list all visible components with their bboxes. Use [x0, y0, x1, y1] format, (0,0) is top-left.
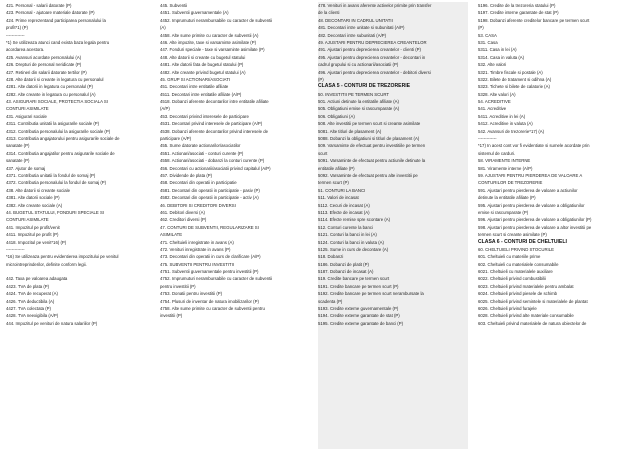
account-line: 428. Alte datorii si creante in legatura cu personalul	[6, 76, 104, 82]
account-line: 598. Ajustari pentru pierderea de valoare a altor investitii pe	[478, 224, 592, 230]
account-line: 6021. Cheltuieli cu materialele auxiliare	[478, 269, 553, 275]
account-line: 5191. Credite bancare pe termen scurt (P)	[318, 283, 399, 289]
account-line: ASIMILATE	[160, 232, 183, 238]
account-line: 49. AJUSTARI PENTRU DEPRECIEREA CREANTELOR	[318, 39, 427, 45]
account-line: CONTURILOR DE TREZORERIE	[478, 180, 543, 186]
account-line: 423. Personal - ajutoare materiale datorate (P)	[6, 10, 95, 16]
account-line: 478. Venituri in avans aferente activelor primite prin transfer	[318, 3, 432, 8]
account-line: 453. Decontari privind interesele de participare	[160, 113, 249, 119]
account-line: 4282. Alte creante in legatura cu personalul (A)	[6, 91, 96, 97]
account-line: 601. Cheltuieli cu materiile prime	[478, 254, 541, 260]
account-line: 5196. Credite de la trezoreria statului (P)	[478, 3, 556, 8]
account-line: participare (A/P)	[160, 136, 192, 142]
account-line: 5198. Dobanzi aferente creditelor bancare pe termen scurt	[478, 17, 590, 23]
account-line: 581. Viramente interne (A/P)	[478, 165, 533, 171]
account-line: (A)	[160, 25, 166, 31]
account-line: profit*1) (P)	[6, 25, 28, 31]
account-line: 4426. TVA deductibila (A)	[6, 298, 55, 304]
account-line: 5194. Credite externe garantate de stat (P)	[318, 313, 400, 319]
account-line: 5091. Varsaminte de efectuat pentru actiunile detinute la	[318, 158, 426, 164]
account-line: 501. Actiuni detinute la entitatile afiliate (A)	[318, 99, 399, 105]
account-line: 5411. Acreditive in lei (A)	[478, 113, 526, 119]
account-line: 473. Decontari din operatii in curs de clarificare (A/P)	[160, 254, 261, 260]
account-line: 43. ASIGURARI SOCIALE, PROTECTIA SOCIALA SI	[6, 99, 108, 105]
account-line: 5112. Cecuri de incasat (A)	[318, 202, 370, 208]
account-line: 603. Cheltuieli privind materialele de natura obiectelor de	[478, 320, 587, 326]
account-line: 519. Credite bancare pe termen scurt	[318, 276, 390, 282]
account-line: 4424. TVA de recuperat (A)	[6, 291, 58, 297]
account-line: 5314. Casa in valuta (A)	[478, 54, 525, 60]
account-line: 4481. Alte datorii fata de bugetul statului (P)	[160, 62, 244, 68]
account-line: 4482. Alte creante privind bugetul statului (A)	[160, 69, 246, 75]
account-line: investitii (P)	[160, 313, 183, 319]
account-line: 4312. Contributia personalului la asigurarile sociale (P)	[6, 128, 111, 134]
account-line: 4551. Actionari/asociati - conturi curente (P)	[160, 150, 244, 156]
account-line: 461. Debitori diversi (A)	[160, 209, 205, 215]
account-line: 4423. TVA de plata (P)	[6, 283, 50, 289]
account-line: sistemul de carduri.	[478, 150, 516, 156]
account-line: *16) Se utilizeaza pentru evidentierea impozitului pe venitul	[6, 254, 119, 260]
account-line: 5311. Casa in lei (A)	[478, 47, 517, 53]
account-line: 4427. TVA colectata (P)	[6, 306, 51, 312]
account-line: 6023. Cheltuieli privind materialele pentru ambalat	[478, 283, 574, 289]
account-line: 5113. Efecte de incasat (A)	[318, 209, 370, 215]
account-line: 60. CHELTUIELI PRIVIND STOCURILE	[478, 246, 555, 252]
account-line: 448. Alte datorii si creante cu bugetul statului	[160, 54, 246, 60]
account-line: 431. Asigurari sociale	[6, 113, 47, 119]
account-line: 4518. Dobanzi aferente decontarilor intre entitatile afiliate	[160, 99, 269, 105]
account-line: 441. Impozitul pe profit/venit	[6, 224, 60, 230]
account-line: 5187. Dobanzi de incasat (A)	[318, 269, 374, 275]
account-line: 44. BUGETUL STATULUI, FONDURI SPECIALE SI	[6, 209, 105, 215]
account-line: (P)	[318, 76, 324, 82]
account-line: 50. INVESTITII PE TERMEN SCURT	[318, 91, 389, 97]
account-line: 4754. Plusuri de inventar de natura imobilizarilor (P)	[160, 298, 259, 304]
account-line: 5412. Acreditive in valuta (A)	[478, 121, 533, 127]
account-line: de la clienti	[318, 10, 340, 16]
account-line: 4411. Impozitul pe profit (P)	[6, 232, 59, 238]
account-line: 495. Ajustari pentru deprecierea creantelor - decontari in	[318, 54, 426, 60]
account-line: 5125. Sume in curs de decontare (A)	[318, 246, 389, 252]
account-line: 506. Obligatiuni (A)	[318, 113, 355, 119]
account-line: detinute la entitatile afiliate (P)	[478, 195, 536, 201]
account-line: 5323. Tichete si bilete de calatorie (A)	[478, 84, 550, 90]
account-line: 595. Ajustari pentru pierderea de valoare a obligatiunilor	[478, 202, 585, 208]
account-line: 5092. Varsaminte de efectuat pentru alte investitii pe	[318, 172, 418, 178]
account-line: 58. VIRAMENTE INTERNE	[478, 158, 531, 164]
account-line: 53. CASA	[478, 32, 497, 38]
account-line: 4511. Decontari intre entitatile afiliate (A/P)	[160, 91, 242, 97]
account-line: (A/P)	[160, 106, 170, 112]
account-line: 472. Venituri inregistrate in avans (P)	[160, 246, 231, 252]
column-2	[160, 2, 304, 449]
account-line	[6, 268, 148, 275]
account-line: 531. Casa	[478, 39, 498, 45]
account-line: 5322. Bilete de tratament si odihna (A)	[478, 76, 552, 82]
account-line: 4538. Dobanzi aferente decontarilor privind interesele de	[160, 128, 268, 134]
account-line: termen scurt (P)	[318, 180, 349, 186]
account-line: -------------	[6, 32, 25, 38]
account-line: 447. Fonduri speciale - taxe si varsaminte asimilate (P)	[160, 47, 265, 53]
account-line: 4372. Contributia personalului la fondul de somaj (P)	[6, 180, 107, 186]
account-line: 4311. Contributia unitatii la asigurarile sociale (P)	[6, 121, 100, 127]
account-line: 511. Valori de incasat	[318, 195, 359, 201]
account-line: 4382. Alte creante sociale (A)	[6, 202, 63, 208]
account-line: 5081. Alte titluri de plasament (A)	[318, 128, 382, 134]
account-line: 542. Avansuri de trezorerie*17) (A)	[478, 128, 545, 134]
account-line: 48. DECONTARI IN CADRUL UNITATII	[318, 17, 393, 23]
account-line: 4752. Imprumuturi nerambursabile cu caracter de subventii	[160, 276, 273, 282]
account-line: 47. CONTURI DE SUBVENTII, REGULARIZARE SI	[160, 224, 259, 230]
account-line: sanatate (P)	[6, 143, 30, 149]
account-line: 4381. Alte datorii sociale (P)	[6, 195, 60, 201]
account-line: 457. Dividende de plata (P)	[160, 172, 213, 178]
column-4	[478, 2, 634, 449]
account-line: 6026. Cheltuieli privind furajele	[478, 306, 537, 312]
account-line: 5114. Efecte remise spre scontare (A)	[318, 217, 391, 223]
account-line: sanatate (P)	[6, 158, 30, 164]
account-line: 5193. Credite externe guvernamentale (P)	[318, 306, 399, 312]
account-line: 455. Sume datorate actionarilor/asociatilor	[160, 143, 241, 149]
account-line: 596. Ajustari pentru pierderea de valoare a obligatiunilor (P)	[478, 217, 592, 223]
account-line: 509. Varsaminte de efectuat pentru investitiile pe termen	[318, 143, 426, 149]
account-line: 5195. Credite externe garantate de banci (P)	[318, 320, 404, 326]
account-line: 458. Decontari din operatii in participatie	[160, 180, 237, 186]
account-line: 445. Subventii	[160, 3, 188, 8]
account-line: 4418. Impozitul pe venit*16) (P)	[6, 239, 67, 245]
account-line: 51. CONTURI LA BANCI	[318, 187, 366, 193]
account-line: 5121. Conturi la banci in lei (A)	[318, 232, 377, 238]
account-line: 532. Alte valori	[478, 62, 507, 68]
account-line: 4558. Actionari/asociati - dobanzi la conturi curente (P)	[160, 158, 265, 164]
account-line: 5186. Dobanzi de platit (P)	[318, 261, 369, 267]
account-line: scurt	[318, 150, 328, 156]
account-line: 46. DEBITORI SI CREDITORI DIVERSI	[160, 202, 236, 208]
account-line: *17) In acest cont vor fi evidentiate si sumele acordate prin	[478, 143, 590, 149]
account-line: 496. Ajustari pentru deprecierea creantelor - debitori diversi	[318, 69, 431, 75]
account-line: 508. Alte investitii pe termen scurt si creante asimilate	[318, 121, 421, 127]
account-line: 444. Impozitul pe venituri de natura salariilor (P)	[6, 320, 98, 326]
account-line: 481. Decontari intre unitate si subunitati (A/P)	[318, 25, 405, 31]
account-line: 442. Taxa pe valoarea adaugata	[6, 276, 68, 282]
account-line: microintreprinderilor, definite conform legii.	[6, 261, 87, 267]
account-line: pentru investitii (P)	[160, 283, 196, 289]
account-line: 4581. Decontari din operatii in participatie - pasiv (P)	[160, 187, 260, 193]
account-line: 4428. TVA neexigibila (A/P)	[6, 313, 59, 319]
account-line: 4451. Subventii guvernamentale (A)	[160, 10, 229, 16]
account-line: emise si rascumparate (P)	[478, 209, 529, 215]
account-line: 5197. Credite interne garantate de stat (P)	[478, 10, 559, 16]
account-line: 421. Personal - salarii datorate (P)	[6, 3, 72, 8]
class-heading: CLASA 6 - CONTURI DE CHELTUIELI	[478, 238, 567, 245]
account-line: 505. Obligatiuni emise si rascumparate (A)	[318, 106, 400, 112]
column-3	[318, 2, 468, 449]
account-line: 426. Drepturi de personal neridicate (P)	[6, 62, 82, 68]
account-line: 475. SUBVENTII PENTRU INVESTITII	[160, 261, 235, 267]
account-line: 45. GRUP SI ACTIONARI/ASOCIATI	[160, 76, 231, 82]
account-line: 59. AJUSTARI PENTRU PIERDEREA DE VALOARE A	[478, 172, 583, 178]
account-line: 6025. Cheltuieli privind semintele si materialele de plantat	[478, 298, 588, 304]
account-line: 4758. Alte sume primite cu caracter de subventii pentru	[160, 306, 265, 312]
class-heading: CLASA 5 - CONTURI DE TREZORERIE	[318, 83, 411, 90]
account-line: 6024. Cheltuieli privind piesele de schimb	[478, 291, 558, 297]
account-line: 4582. Decontari din operatii in participatie - activ (A)	[160, 195, 259, 201]
account-line: 491. Ajustari pentru deprecierea creantelor - clienti (P)	[318, 47, 421, 53]
account-line: 5192. Credite bancare pe termen scurt nerambursate la	[318, 291, 424, 297]
account-line: 4531. Decontari privind interesele de participare (A/P)	[160, 121, 263, 127]
account-line: 471. Cheltuieli inregistrate in avans (A)	[160, 239, 234, 245]
account-line: 5328. Alte valori (A)	[478, 91, 516, 97]
account-line: (P)	[478, 25, 484, 31]
account-line: 451. Decontari intre entitatile afiliate	[160, 84, 229, 90]
account-line: 5088. Dobanzi la obligatiuni si titluri de plasament (A)	[318, 136, 420, 142]
account-line: 4458. Alte sume primite cu caracter de subventii (A)	[160, 32, 259, 38]
account-line: 424. Prime reprezentand participarea personalului la	[6, 17, 106, 23]
account-line: *1) Se utilizeaza atunci cand exista baza legala pentru	[6, 39, 110, 45]
account-line: 541. Acreditive	[478, 106, 507, 112]
account-line: 5321. Timbre fiscale si postale (A)	[478, 69, 543, 75]
account-line: 446. Alte impozite, taxe si varsaminte asimilate (P)	[160, 39, 257, 45]
account-line: 6022. Cheltuieli privind combustibilii	[478, 276, 547, 282]
account-line: termen scurt si creante asimilate (P)	[478, 232, 547, 238]
account-line: -------------	[478, 136, 497, 142]
account-line: 425. Avansuri acordate personalului (A)	[6, 54, 82, 60]
account-line: 4452. Imprumuturi nerambursabile cu caracter de subventii	[160, 17, 273, 23]
account-line: 518. Dobanzi	[318, 254, 344, 260]
account-line: 4281. Alte datorii in legatura cu personalul (P)	[6, 84, 93, 90]
account-line: 437. Ajutor de somaj	[6, 165, 46, 171]
account-line: acordarea acestora.	[6, 47, 45, 53]
account-line: scadenta (P)	[318, 298, 343, 304]
account-line: 427. Retineri din salarii datorate tertilor (P)	[6, 69, 87, 75]
account-line: 6028. Cheltuieli privind alte materiale consumabile	[478, 313, 574, 319]
account-line: 4314. Contributia angajatilor pentru asigurarile sociale de	[6, 150, 115, 156]
account-line: 54. ACREDITIVE	[478, 99, 511, 105]
account-line: 5124. Conturi la banci in valuta (A)	[318, 239, 384, 245]
account-line: cadrul grupului si cu actionarii/asociatii (P)	[318, 62, 399, 68]
account-line: 4751. Subventii guvernamentale pentru investitii (P)	[160, 269, 259, 275]
account-line: entitatile afiliate (P)	[318, 165, 355, 171]
account-line: 456. Decontari cu actionarii/asociatii privind capitalul (A/P)	[160, 165, 271, 171]
account-line: 482. Decontari intre subunitati (A/P)	[318, 32, 387, 38]
account-line: 438. Alte datorii si creante sociale	[6, 187, 71, 193]
column-1	[6, 2, 148, 449]
account-line: 4753. Donatii pentru investitii (P)	[160, 291, 223, 297]
account-line: 4313. Contributia angajatorului pentru asigurarile sociale de	[6, 136, 120, 142]
account-line: 512. Conturi curente la banci	[318, 224, 373, 230]
account-line: 4371. Contributia unitatii la fondul de somaj (P)	[6, 172, 96, 178]
account-line: -------------	[6, 246, 25, 252]
account-line: 591. Ajustari pentru pierderea de valoare a actiunilor	[478, 187, 578, 193]
account-line: CONTURI ASIMILATE	[6, 106, 49, 112]
account-line: 462. Creditori diversi (P)	[160, 217, 207, 223]
account-line: 602. Cheltuieli cu materialele consumabile	[478, 261, 559, 267]
account-line: CONTURI ASIMILATE	[6, 217, 49, 223]
